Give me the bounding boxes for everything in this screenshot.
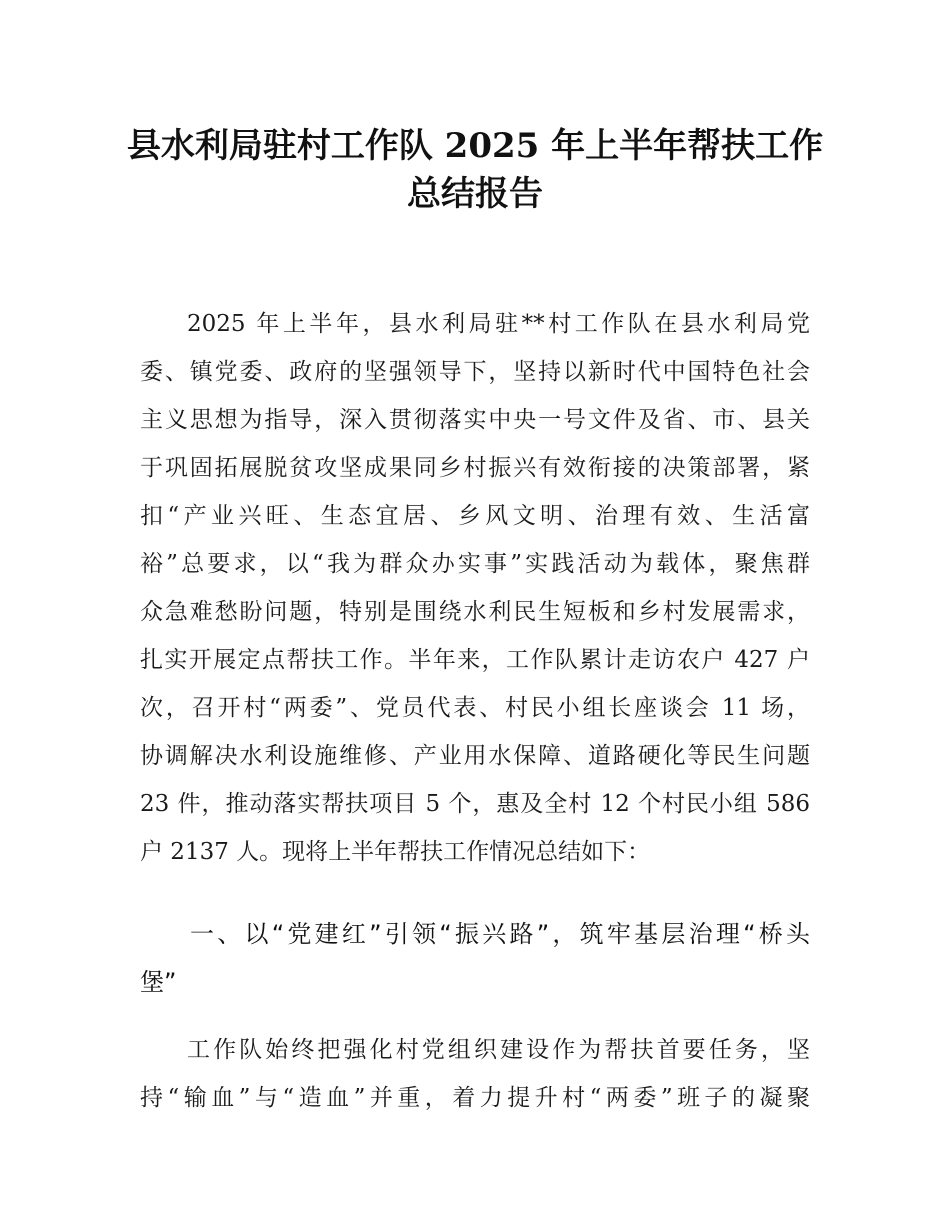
document-title-line-2: 总结报告 bbox=[407, 174, 543, 214]
intro-paragraph-line: 委、镇党委、政府的坚强领导下，坚持以新时代中国特色社会 bbox=[140, 359, 810, 385]
section-1-paragraph-line: 持“输血”与“造血”并重，着力提升村“两委”班子的凝聚 bbox=[140, 1085, 810, 1111]
intro-paragraph-line: 扣“产业兴旺、生态宜居、乡风文明、治理有效、生活富 bbox=[140, 503, 810, 529]
intro-paragraph-line: 户 2137 人。现将上半年帮扶工作情况总结如下： bbox=[140, 839, 651, 865]
intro-paragraph-line: 次，召开村“两委”、党员代表、村民小组长座谈会 11 场， bbox=[140, 695, 810, 721]
intro-paragraph-line: 协调解决水利设施维修、产业用水保障、道路硬化等民生问题 bbox=[140, 743, 810, 769]
section-1-heading-line: 一、以“党建红”引领“振兴路”，筑牢基层治理“桥头 bbox=[190, 920, 810, 948]
intro-paragraph-line: 众急难愁盼问题，特别是围绕水利民生短板和乡村发展需求， bbox=[140, 599, 810, 625]
intro-paragraph-line: 2025 年上半年，县水利局驻**村工作队在县水利局党 bbox=[187, 311, 810, 337]
section-1-heading-line: 堡” bbox=[140, 968, 177, 996]
intro-paragraph-line: 主义思想为指导，深入贯彻落实中央一号文件及省、市、县关 bbox=[140, 407, 810, 433]
intro-paragraph-line: 扎实开展定点帮扶工作。半年来，工作队累计走访农户 427 户 bbox=[140, 647, 810, 673]
document-title-line-1: 县水利局驻村工作队 2025 年上半年帮扶工作 bbox=[126, 126, 824, 166]
section-1-paragraph-line: 工作队始终把强化村党组织建设作为帮扶首要任务，坚 bbox=[187, 1037, 810, 1063]
intro-paragraph-line: 裕”总要求，以“我为群众办实事”实践活动为载体，聚焦群 bbox=[140, 551, 810, 577]
intro-paragraph-line: 23 件，推动落实帮扶项目 5 个，惠及全村 12 个村民小组 586 bbox=[140, 791, 810, 817]
intro-paragraph-line: 于巩固拓展脱贫攻坚成果同乡村振兴有效衔接的决策部署，紧 bbox=[140, 455, 810, 481]
